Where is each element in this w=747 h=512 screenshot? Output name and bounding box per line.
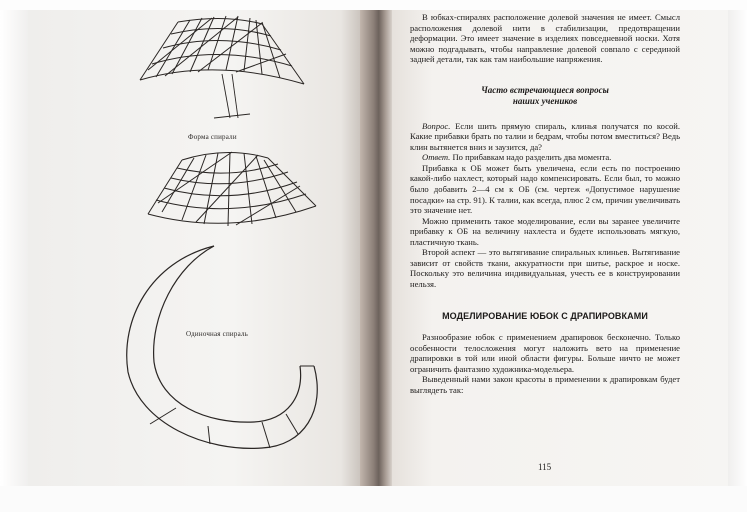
section-heading: МОДЕЛИРОВАНИЕ ЮБОК С ДРАПИРОВКАМИ xyxy=(442,311,648,322)
answer-label: Ответ. xyxy=(422,152,451,163)
spiral-form-figure xyxy=(140,16,304,118)
question-label: Вопрос. xyxy=(422,120,451,131)
answer-paragraph-4: Второй аспект — это вытягивание спиральных клиньев. Вытягивание зависит от свойств ткани, аккуратности при шитье, раскрое и носке. Поскольку это величина индивидуальная, учесть ее в конструировании нельзя. xyxy=(410,247,680,289)
answer-paragraph-2: Прибавка к ОБ может быть увеличена, если есть по построению какой-либо нахлест, который надо компенсировать. Если был, то можно было добавить 2—4 см к ОБ (см. чертеж «Допустимое нарушение посадки» на стр. 91). К талии, как всегда, плюс 2 см, причин увеличивать это значение нет. xyxy=(410,162,680,216)
answer-paragraph xyxy=(410,152,680,163)
section-paragraph-2: Выведенный нами закон красоты в применении к драпировкам будет выглядеть так: xyxy=(410,374,680,395)
intro-paragraph: В юбках-спиралях расположение долевой значения не имеет. Смысл расположения долевой нити в стабилизации, предотвращении деформации. Это имеет значение в изделиях повседневной носки. Хотя можно подгадывать, чтобы направление долевой совпало с серединой задней детали, так как там наибольшие напряжения. xyxy=(410,12,680,65)
faq-subheading xyxy=(410,85,680,107)
right-page-text xyxy=(410,12,680,395)
faq-subheading-line2: наших учеников xyxy=(512,95,578,106)
answer-paragraph-3: Можно применить такое моделирование, если вы заранее увеличите прибавку к ОБ на величину нахлеста и будете использовать мягкую, пластичную ткань. xyxy=(410,215,680,247)
question-text: Если шить прямую спираль, клинья получатся по косой. Какие прибавки брать по талии и бедрам, чтобы потом вместиться? Ведь клин вытянется вниз и заузится, да? xyxy=(410,120,680,152)
faq-subheading-line1: Часто встречающиеся вопросы xyxy=(481,84,609,95)
spiral-form-caption: Форма спирали xyxy=(188,133,237,141)
single-spiral-caption: Одиночная спираль xyxy=(186,330,249,338)
section-paragraph-1: Разнообразие юбок с применением драпировок бесконечно. Только особенности телосложения могут наложить вето на применение драпировки в той или иной области фигуры. Больше ничто не может ограничить фантазию художника-модельера. xyxy=(410,332,680,374)
question-paragraph xyxy=(410,121,680,153)
page-number: 115 xyxy=(538,462,552,472)
spiral-fan-figure xyxy=(148,152,316,226)
answer-text: По прибавкам надо разделить два момента. xyxy=(450,152,612,163)
single-spiral-figure xyxy=(127,246,318,448)
